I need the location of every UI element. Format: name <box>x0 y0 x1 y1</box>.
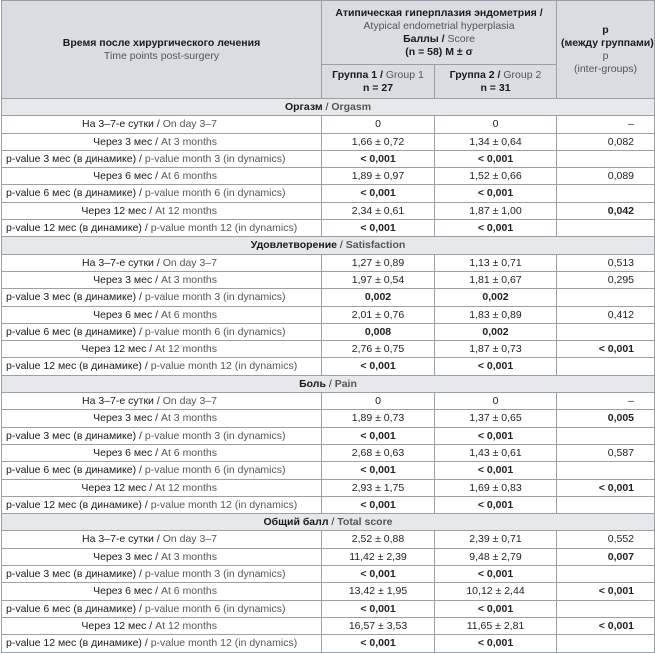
group1-value: 11,42 ± 2,39 <box>322 548 435 565</box>
table-row <box>2 289 655 306</box>
results-table <box>1 0 655 653</box>
row-label-ru: p-value 12 мес (в динамике) <box>6 637 142 650</box>
group1-value: 0,008 <box>322 323 435 340</box>
p-header-ru2: (между группами) <box>561 36 654 49</box>
row-label-ru: Через 3 мес <box>93 412 153 425</box>
row-label-ru: p-value 3 мес (в динамике) <box>6 291 137 304</box>
group1-value: 0 <box>322 116 435 133</box>
group2-value: 1,34 ± 0,64 <box>435 133 557 150</box>
row-label-en: p-value month 6 (in dynamics) <box>144 464 286 477</box>
row-label: Через 3 мес / At 3 months <box>2 410 322 427</box>
group1-value: 2,76 ± 0,75 <box>322 341 435 358</box>
row-label-en: p-value month 12 (in dynamics) <box>150 222 298 235</box>
group1-value: < 0,001 <box>322 150 435 167</box>
row-label: p-value 3 мес (в динамике) / p-value month 3 (in dynamics) <box>2 427 322 444</box>
row-label-en: At 12 months <box>155 619 217 632</box>
table-row <box>2 150 655 167</box>
group2-value: < 0,001 <box>435 635 557 652</box>
row-label-en: At 6 months <box>160 170 217 183</box>
group2-value: < 0,001 <box>435 220 557 237</box>
row-label-ru: Через 12 мес <box>81 343 147 356</box>
section-row <box>2 237 655 254</box>
row-label: p-value 6 мес (в динамике) / p-value month 6 (in dynamics) <box>2 185 322 202</box>
group2-value: 1,87 ± 0,73 <box>435 341 557 358</box>
p-value: 0,007 <box>557 548 655 565</box>
row-label-ru: p-value 6 мес (в динамике) <box>6 325 137 338</box>
row-label: p-value 12 мес (в динамике) / p-value month 12 (in dynamics) <box>2 358 322 375</box>
row-label-ru: На 3–7-е сутки <box>82 256 154 269</box>
row-label-ru: p-value 3 мес (в динамике) <box>6 152 137 165</box>
section-row <box>2 375 655 392</box>
group2-value: 0 <box>435 393 557 410</box>
table-row <box>2 410 655 427</box>
group1-value: 1,66 ± 0,72 <box>322 133 435 150</box>
group2-value: < 0,001 <box>435 427 557 444</box>
group1-value: < 0,001 <box>322 496 435 513</box>
row-label: p-value 3 мес (в динамике) / p-value month 3 (in dynamics) <box>2 566 322 583</box>
section-title-en: Satisfaction <box>345 239 406 252</box>
row-label-ru: Через 3 мес <box>93 550 153 563</box>
row-label: p-value 6 мес (в динамике) / p-value month 6 (in dynamics) <box>2 462 322 479</box>
group1-value: < 0,001 <box>322 185 435 202</box>
p-value: – <box>557 116 655 133</box>
row-label-en: On day 3–7 <box>162 395 217 408</box>
row-label-ru: p-value 12 мес (в динамике) <box>6 222 142 235</box>
row-label-en: p-value month 6 (in dynamics) <box>144 602 286 615</box>
group2-value: 1,43 ± 0,61 <box>435 444 557 461</box>
section-title-en: Orgasm <box>331 101 372 113</box>
p-header-en: p <box>602 49 609 62</box>
group1-value: 13,42 ± 1,95 <box>322 583 435 600</box>
table-row <box>2 635 655 652</box>
group2-header-ru: Группа 2 / <box>449 68 501 81</box>
row-label-ru: Через 12 мес <box>81 619 147 632</box>
group2-value: 1,37 ± 0,65 <box>435 410 557 427</box>
p-value <box>557 150 655 167</box>
row-label-ru: p-value 3 мес (в динамике) <box>6 568 137 581</box>
row-label: p-value 3 мес (в динамике) / p-value month 3 (in dynamics) <box>2 289 322 306</box>
row-label-en: p-value month 3 (in dynamics) <box>144 568 286 581</box>
row-label: Через 12 мес / At 12 months <box>2 202 322 219</box>
section-row <box>2 514 655 531</box>
group2-header-en: Group 2 <box>503 68 542 81</box>
row-label-en: p-value month 12 (in dynamics) <box>150 498 298 511</box>
table-row <box>2 566 655 583</box>
row-label-ru: Через 3 мес <box>93 135 153 148</box>
p-value: – <box>557 393 655 410</box>
group2-n: n = 31 <box>480 81 511 94</box>
row-label-en: At 3 months <box>160 412 217 425</box>
row-label-en: At 6 months <box>160 308 217 321</box>
p-value <box>557 600 655 617</box>
group2-value: < 0,001 <box>435 462 557 479</box>
p-value: 0,513 <box>557 254 655 271</box>
p-value: < 0,001 <box>557 341 655 358</box>
row-label-en: At 3 months <box>160 550 217 563</box>
group2-header <box>435 65 557 99</box>
p-value <box>557 185 655 202</box>
p-value: 0,295 <box>557 271 655 288</box>
row-label-ru: Через 6 мес <box>93 446 153 459</box>
section-title: Общий балл / Total score <box>2 514 655 531</box>
group1-n: n = 27 <box>362 81 394 94</box>
row-label-en: At 6 months <box>160 585 217 598</box>
group1-value: 2,93 ± 1,75 <box>322 479 435 496</box>
p-header-ru: p <box>602 23 609 36</box>
p-value: 0,089 <box>557 168 655 185</box>
table-row <box>2 202 655 219</box>
p-value <box>557 566 655 583</box>
group1-value: 2,52 ± 0,88 <box>322 531 435 548</box>
group2-value: 1,83 ± 0,89 <box>435 306 557 323</box>
p-value <box>557 220 655 237</box>
row-label-ru: Через 6 мес <box>93 170 153 183</box>
row-label: p-value 6 мес (в динамике) / p-value month 6 (in dynamics) <box>2 600 322 617</box>
group1-header <box>322 65 435 99</box>
row-label-ru: p-value 6 мес (в динамике) <box>6 464 137 477</box>
table-row <box>2 271 655 288</box>
row-label: Через 6 мес / At 6 months <box>2 444 322 461</box>
row-label-en: p-value month 6 (in dynamics) <box>144 325 286 338</box>
row-label-ru: p-value 3 мес (в динамике) <box>6 429 137 442</box>
row-label-en: On day 3–7 <box>162 533 217 546</box>
section-title: Оргазм / Orgasm <box>2 99 655 116</box>
time-header-ru: Время после хирургического лечения <box>62 36 261 49</box>
row-label-en: At 3 months <box>160 135 217 148</box>
group1-value: 1,97 ± 0,54 <box>322 271 435 288</box>
table-row <box>2 427 655 444</box>
time-header <box>2 1 322 99</box>
table-row <box>2 479 655 496</box>
row-label: p-value 12 мес (в динамике) / p-value month 12 (in dynamics) <box>2 220 322 237</box>
row-label-en: p-value month 3 (in dynamics) <box>144 429 286 442</box>
group2-value: < 0,001 <box>435 185 557 202</box>
group1-value: < 0,001 <box>322 358 435 375</box>
p-value <box>557 462 655 479</box>
group1-value: 2,68 ± 0,63 <box>322 444 435 461</box>
group1-value: < 0,001 <box>322 462 435 479</box>
p-value <box>557 635 655 652</box>
table-row <box>2 548 655 565</box>
row-label-en: At 12 months <box>155 204 217 217</box>
group2-value: 0,002 <box>435 323 557 340</box>
group2-value: 1,69 ± 0,83 <box>435 479 557 496</box>
table-row <box>2 254 655 271</box>
p-value: 0,042 <box>557 202 655 219</box>
p-value <box>557 496 655 513</box>
group1-value: 0 <box>322 393 435 410</box>
group1-value: 2,34 ± 0,61 <box>322 202 435 219</box>
p-value <box>557 323 655 340</box>
row-label-ru: Через 6 мес <box>93 308 153 321</box>
group2-value: 1,13 ± 0,71 <box>435 254 557 271</box>
p-value: 0,082 <box>557 133 655 150</box>
table-body <box>2 99 655 653</box>
table-row <box>2 617 655 634</box>
row-label-ru: p-value 12 мес (в динамике) <box>6 360 142 373</box>
group1-header-en: Group 1 <box>385 68 424 81</box>
group1-value: 2,01 ± 0,76 <box>322 306 435 323</box>
p-value: 0,552 <box>557 531 655 548</box>
row-label: На 3–7-е сутки / On day 3–7 <box>2 531 322 548</box>
row-label-ru: На 3–7-е сутки <box>82 118 154 131</box>
section-title-ru: Оргазм <box>284 101 323 113</box>
group1-value: 16,57 ± 3,53 <box>322 617 435 634</box>
section-title: Боль / Pain <box>2 375 655 392</box>
table-row <box>2 133 655 150</box>
aeh-header <box>322 1 557 65</box>
table-row <box>2 358 655 375</box>
group2-value: < 0,001 <box>435 358 557 375</box>
group2-value: 2,39 ± 0,71 <box>435 531 557 548</box>
row-label: p-value 12 мес (в динамике) / p-value month 12 (in dynamics) <box>2 635 322 652</box>
row-label-en: p-value month 6 (in dynamics) <box>144 187 286 200</box>
row-label: Через 6 мес / At 6 months <box>2 583 322 600</box>
group2-value: 10,12 ± 2,44 <box>435 583 557 600</box>
row-label: p-value 12 мес (в динамике) / p-value month 12 (in dynamics) <box>2 496 322 513</box>
group1-value: 1,89 ± 0,73 <box>322 410 435 427</box>
aeh-header-ru: Атипическая гиперплазия эндометрия / <box>335 6 543 19</box>
row-label-en: p-value month 3 (in dynamics) <box>144 291 286 304</box>
section-title-en: Pain <box>334 377 357 390</box>
row-label-en: On day 3–7 <box>162 256 217 269</box>
aeh-header-en: Atypical endometrial hyperplasia <box>363 19 515 32</box>
p-header-en2: (inter-groups) <box>574 62 638 75</box>
row-label: p-value 6 мес (в динамике) / p-value month 6 (in dynamics) <box>2 323 322 340</box>
group1-value: 1,27 ± 0,89 <box>322 254 435 271</box>
row-label-en: At 3 months <box>160 273 217 286</box>
row-label: Через 3 мес / At 3 months <box>2 548 322 565</box>
p-header <box>557 1 655 99</box>
n-total: (n = 58) M ± σ <box>405 45 473 58</box>
row-label: Через 3 мес / At 3 months <box>2 271 322 288</box>
group1-value: < 0,001 <box>322 600 435 617</box>
group1-value: 1,89 ± 0,97 <box>322 168 435 185</box>
table-row <box>2 185 655 202</box>
section-title-ru: Удовлетворение <box>250 239 337 252</box>
table-row <box>2 220 655 237</box>
p-value: < 0,001 <box>557 479 655 496</box>
p-value: 0,005 <box>557 410 655 427</box>
row-label-en: At 12 months <box>155 343 217 356</box>
row-label: Через 12 мес / At 12 months <box>2 617 322 634</box>
section-title-ru: Боль <box>299 377 326 390</box>
row-label-ru: На 3–7-е сутки <box>82 533 154 546</box>
row-label-ru: p-value 6 мес (в динамике) <box>6 187 137 200</box>
p-value: 0,412 <box>557 306 655 323</box>
table-row <box>2 496 655 513</box>
group2-value: 0 <box>435 116 557 133</box>
row-label: Через 6 мес / At 6 months <box>2 168 322 185</box>
table-row <box>2 306 655 323</box>
p-value <box>557 358 655 375</box>
table-row <box>2 583 655 600</box>
group1-value: 0,002 <box>322 289 435 306</box>
row-label-en: p-value month 12 (in dynamics) <box>150 637 298 650</box>
section-row <box>2 99 655 116</box>
group2-value: 9,48 ± 2,79 <box>435 548 557 565</box>
p-value <box>557 289 655 306</box>
section-title: Удовлетворение / Satisfaction <box>2 237 655 254</box>
group1-value: < 0,001 <box>322 566 435 583</box>
group2-value: < 0,001 <box>435 600 557 617</box>
row-label-ru: Через 3 мес <box>93 273 153 286</box>
group2-value: 1,52 ± 0,66 <box>435 168 557 185</box>
table-row <box>2 393 655 410</box>
row-label-ru: Через 6 мес <box>93 585 153 598</box>
row-label-ru: На 3–7-е сутки <box>82 395 154 408</box>
group2-value: < 0,001 <box>435 150 557 167</box>
p-value: < 0,001 <box>557 583 655 600</box>
row-label: Через 6 мес / At 6 months <box>2 306 322 323</box>
score-header-ru: Баллы / <box>403 32 445 45</box>
section-title-en: Total score <box>337 516 393 529</box>
group2-value: < 0,001 <box>435 496 557 513</box>
row-label: На 3–7-е сутки / On day 3–7 <box>2 254 322 271</box>
row-label-en: At 12 months <box>155 481 217 494</box>
table-row <box>2 341 655 358</box>
group1-value: < 0,001 <box>322 220 435 237</box>
row-label: Через 12 мес / At 12 months <box>2 479 322 496</box>
p-value: 0,587 <box>557 444 655 461</box>
row-label-ru: p-value 6 мес (в динамике) <box>6 602 137 615</box>
row-label-en: At 6 months <box>160 446 217 459</box>
group1-value: < 0,001 <box>322 635 435 652</box>
row-label: p-value 3 мес (в динамике) / p-value month 3 (in dynamics) <box>2 150 322 167</box>
row-label: Через 3 мес / At 3 months <box>2 133 322 150</box>
group2-value: 0,002 <box>435 289 557 306</box>
table-row <box>2 531 655 548</box>
table-row <box>2 600 655 617</box>
group2-value: 11,65 ± 2,81 <box>435 617 557 634</box>
row-label-en: On day 3–7 <box>162 118 217 131</box>
group2-value: 1,87 ± 1,00 <box>435 202 557 219</box>
group2-value: 1,81 ± 0,67 <box>435 271 557 288</box>
section-title-ru: Общий балл <box>263 516 329 529</box>
score-header-en: Score <box>447 32 475 45</box>
table-row <box>2 462 655 479</box>
table-row <box>2 323 655 340</box>
group1-header-ru: Группа 1 / <box>332 68 383 81</box>
table-row <box>2 116 655 133</box>
row-label-en: p-value month 12 (in dynamics) <box>150 360 298 373</box>
p-value <box>557 427 655 444</box>
table-row <box>2 444 655 461</box>
row-label: На 3–7-е сутки / On day 3–7 <box>2 116 322 133</box>
group2-value: < 0,001 <box>435 566 557 583</box>
row-label-ru: p-value 12 мес (в динамике) <box>6 498 142 511</box>
table-row <box>2 168 655 185</box>
row-label: Через 12 мес / At 12 months <box>2 341 322 358</box>
group1-value: < 0,001 <box>322 427 435 444</box>
row-label: На 3–7-е сутки / On day 3–7 <box>2 393 322 410</box>
p-value: < 0,001 <box>557 617 655 634</box>
row-label-ru: Через 12 мес <box>81 481 147 494</box>
row-label-en: p-value month 3 (in dynamics) <box>144 152 286 165</box>
time-header-en: Time points post-surgery <box>103 49 220 62</box>
row-label-ru: Через 12 мес <box>81 204 147 217</box>
